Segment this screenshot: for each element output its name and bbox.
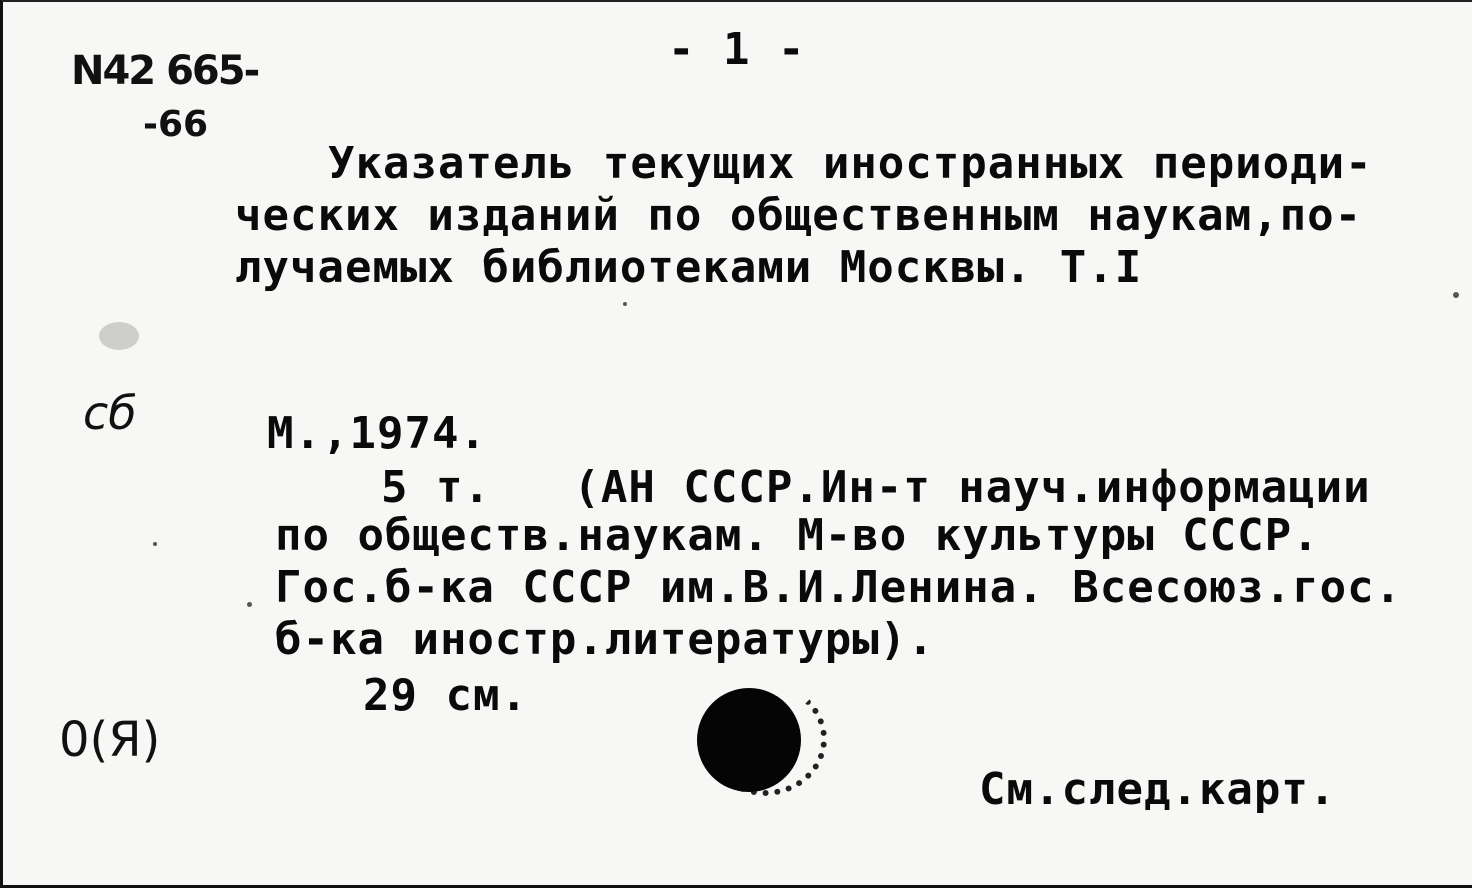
title-line-1: Указатель текущих иностранных периоди-	[328, 138, 1373, 189]
series-line-2: Гос.б-ка СССР им.В.И.Ленина. Всесоюз.гос.	[275, 562, 1403, 613]
page-number: - 1 -	[668, 24, 806, 75]
series-line-1: по обществ.наукам. М-во культуры СССР.	[275, 510, 1320, 561]
scan-speck	[1453, 292, 1459, 298]
title-line-3: лучаемых библиотеками Москвы. Т.I	[235, 242, 1143, 293]
scan-smudge	[99, 322, 139, 350]
see-next-card-note: См.след.карт.	[979, 764, 1337, 815]
classification-code: 0(Я)	[59, 712, 161, 768]
shelfmark-line-2: -66	[143, 104, 209, 145]
margin-mark: сб	[83, 386, 137, 440]
scan-speck	[153, 542, 157, 546]
size-note: 29 см.	[363, 670, 528, 721]
scan-speck	[623, 302, 627, 306]
shelfmark-line-1: N42 665-	[71, 48, 259, 94]
punch-hole	[697, 688, 801, 792]
title-line-2: ческих изданий по общественным наукам,по-	[235, 190, 1363, 241]
scan-speck	[247, 602, 252, 607]
imprint: М.,1974.	[267, 408, 487, 459]
extent-line: 5 т. (АН СССР.Ин-т науч.информации	[381, 462, 1371, 513]
series-line-3: б-ка иностр.литературы).	[275, 614, 935, 665]
